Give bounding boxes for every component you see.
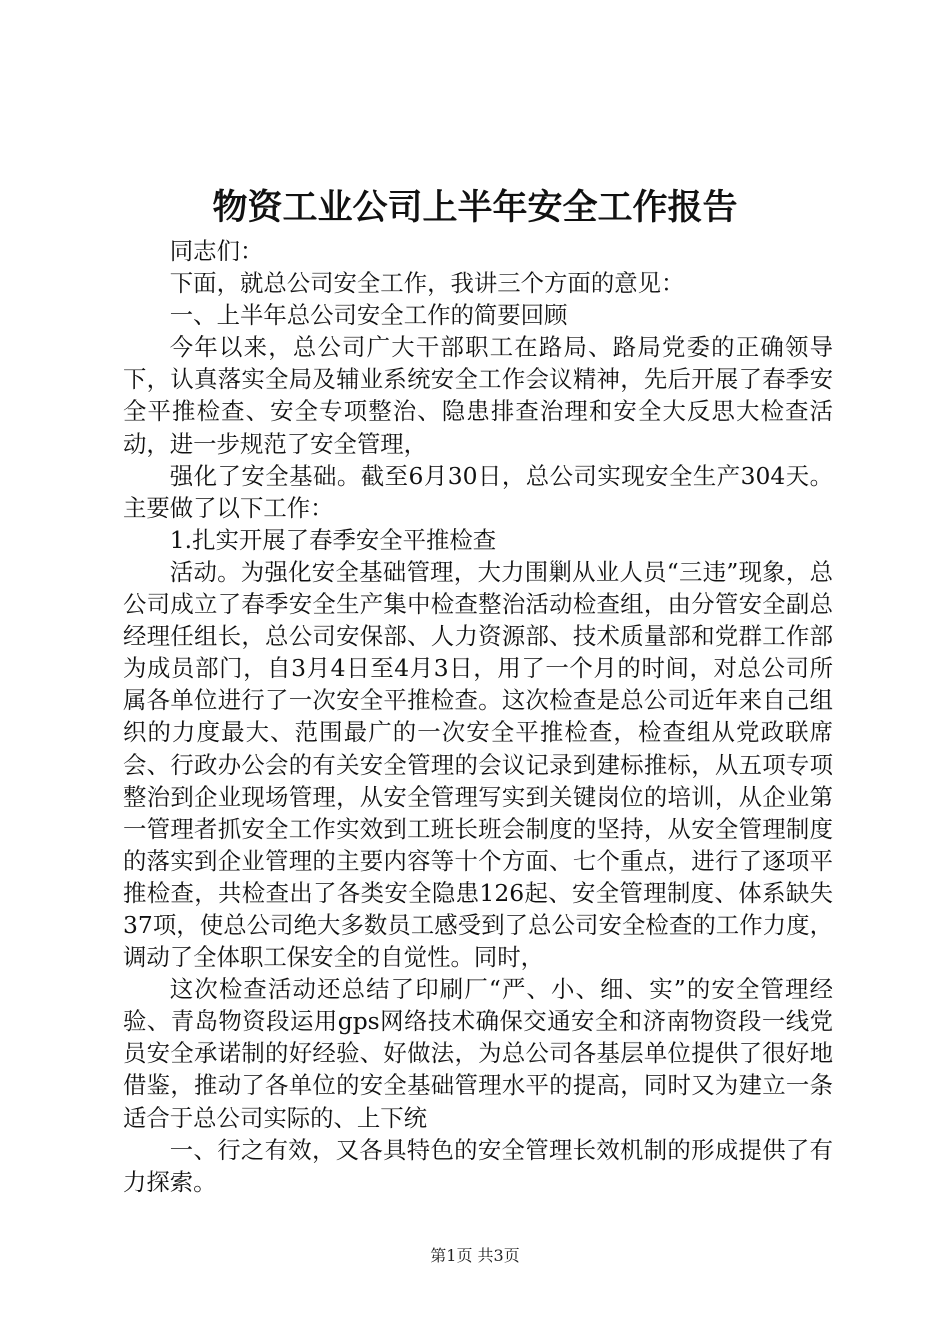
paragraph-salutation: 同志们：: [169, 237, 264, 265]
page-footer: 第1页 共3页: [430, 1246, 520, 1265]
paragraph-mechanism: 一、行之有效，又各具特色的安全管理长效机制的形成提供了有力探索。: [123, 1135, 833, 1196]
paragraph-inspection: 活动。为强化安全基础管理，大力围剿从业人员“三违”现象，总公司成立了春季安全生产集中检查整治活动检查组，由分管安全副总经理任组长，总公司安保部、人力资源部、技术质量部和党群工作部为成员部门，自3月4日至4月3日，用了一个月的时间，对总公司所属各单位进行了一次安全平推检查。这次检查是总公司近年来自己组织的力度最大、范围最广的一次安全平推检查，检查组从党政联席会、行政办公会的有关安全管理的会议记录到建标推标，从五项专项整治到企业现场管理，从安全管理写实到关键岗位的培训，从企业第一管理者抓安全工作实效到工班长班会制度的坚持，从安全管理制度的落实到企业管理的主要内容等十个方面、七个重点，进行了逐项平推检查，共检查出了各类安全隐患126起、安全管理制度、体系缺失37项，使总公司绝大多数员工感受到了总公司安全检查的工作力度，调动了全体职工保安全的自觉性。同时，: [123, 557, 833, 972]
paragraph-intro: 下面，就总公司安全工作，我讲三个方面的意见：: [169, 269, 685, 298]
subheading-1: 1.扎实开展了春季安全平推检查: [169, 525, 497, 554]
paragraph-safety-days: 强化了安全基础。截至6月30日，总公司实现安全生产304天。主要做了以下工作：: [123, 461, 833, 522]
document-title: 物资工业公司上半年安全工作报告: [212, 187, 738, 228]
paragraph-review: 今年以来，总公司广大干部职工在路局、路局党委的正确领导下，认真落实全局及辅业系统安全工作会议精神，先后开展了春季安全平推检查、安全专项整治、隐患排查治理和安全大反思大检查活动，进一步规范了安全管理，: [123, 333, 833, 458]
paragraph-experience: 这次检查活动还总结了印刷厂“严、小、细、实”的安全管理经验、青岛物资段运用gps网络技术确保交通安全和济南物资段一线党员安全承诺制的好经验、好做法，为总公司各基层单位提供了很好地借鉴，推动了各单位的安全基础管理水平的提高，同时又为建立一条适合于总公司实际的、上下统: [123, 975, 833, 1132]
section-heading-1: 一、上半年总公司安全工作的简要回顾: [169, 301, 568, 330]
document-body: [123, 235, 833, 1198]
